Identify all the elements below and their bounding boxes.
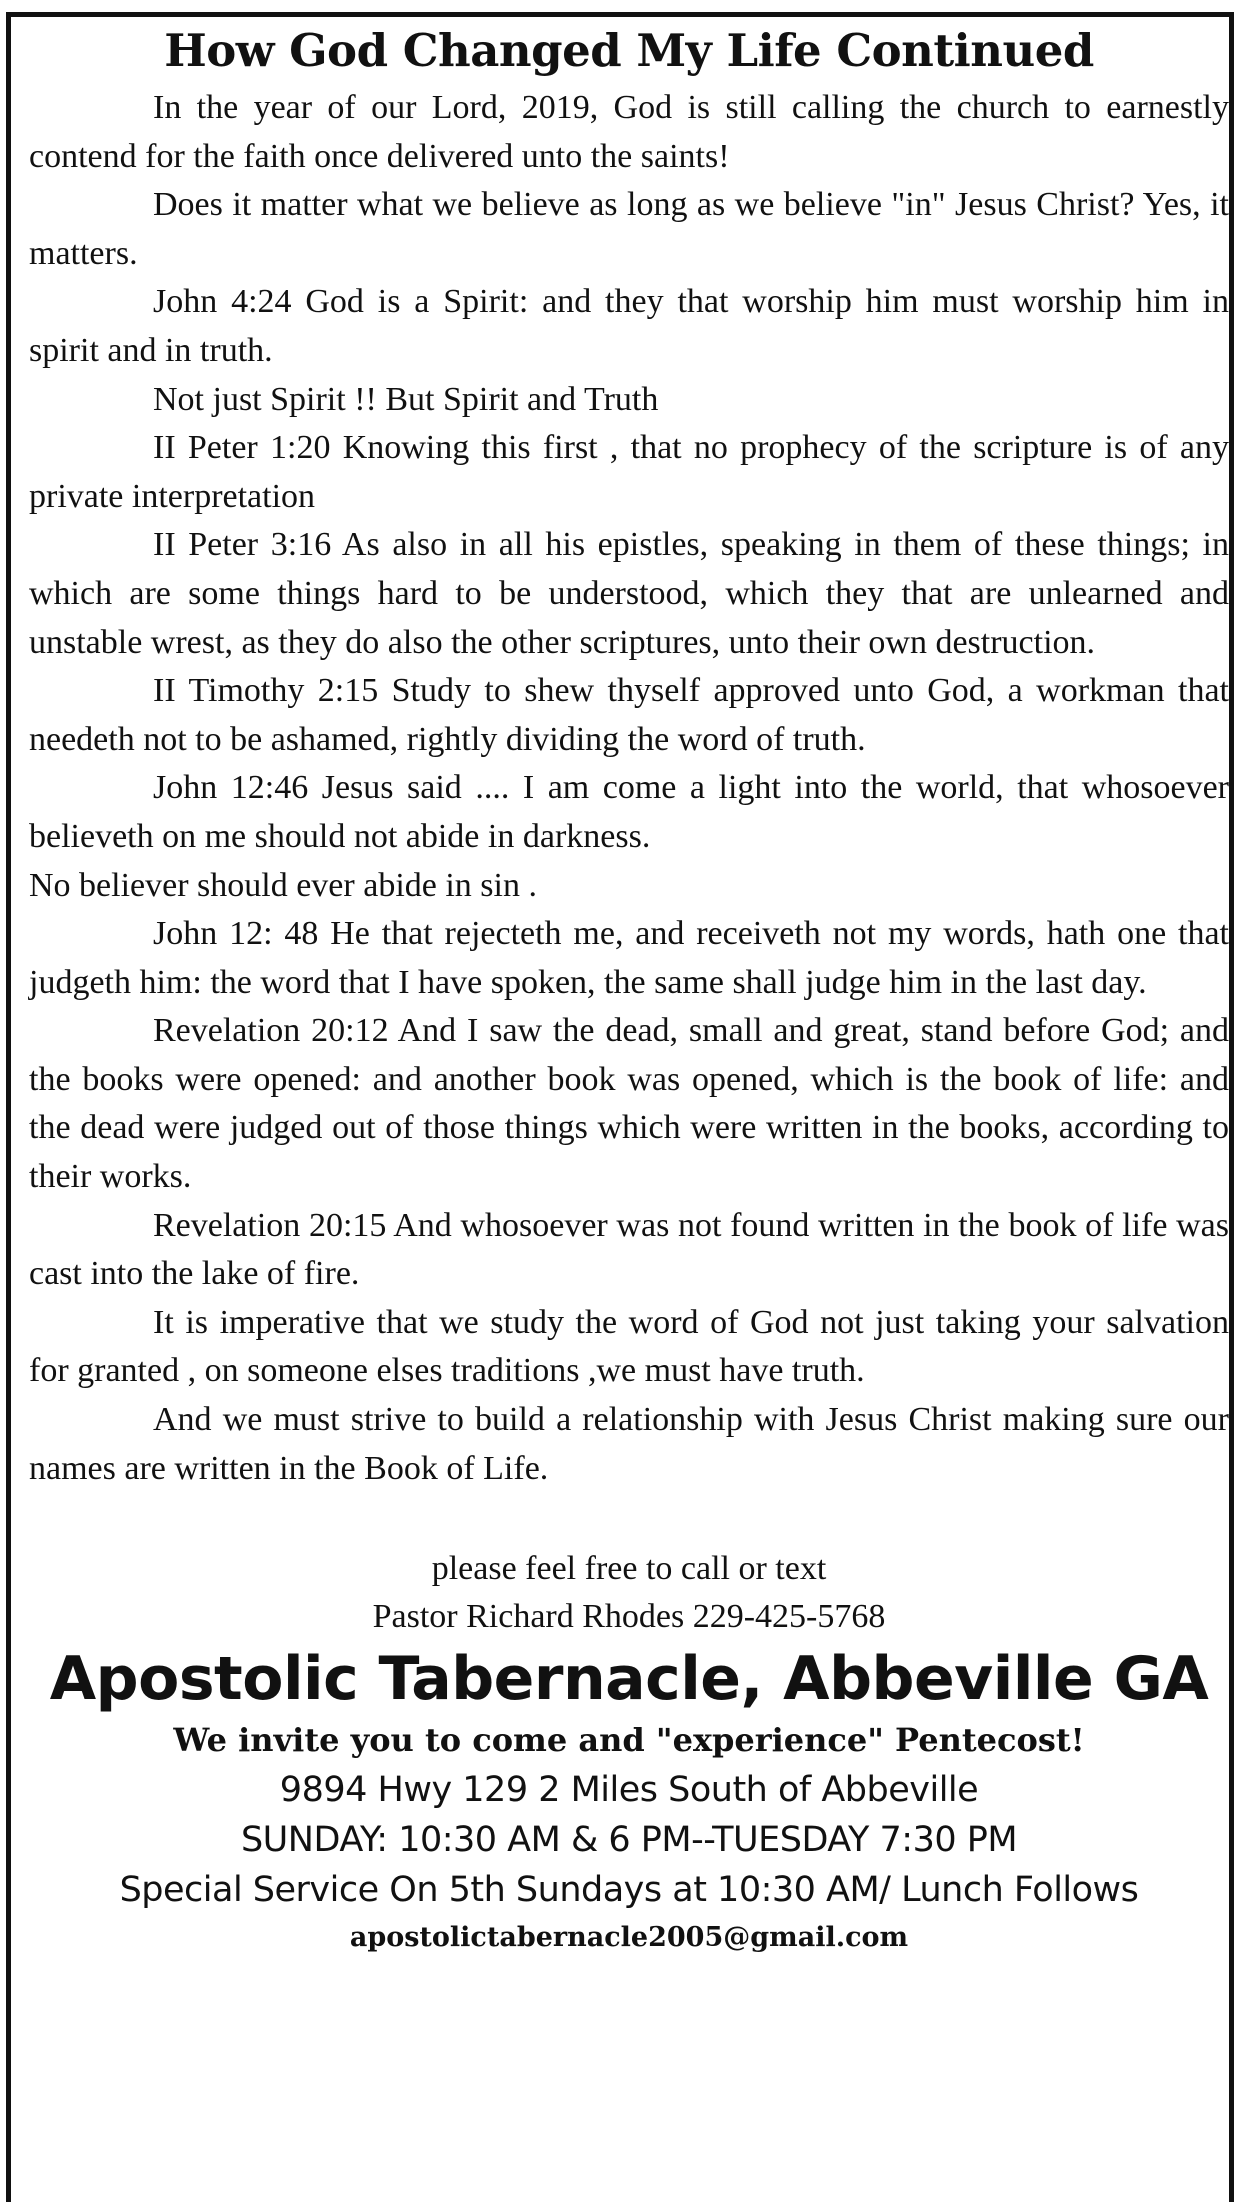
- paragraph: Not just Spirit !! But Spirit and Truth: [153, 380, 659, 418]
- church-name: Apostolic Tabernacle, Abbeville GA: [49, 1644, 1209, 1715]
- flyer-content: [29, 24, 1229, 1961]
- paragraph: It is imperative that we study the word of God not just taking your salvation for granted , on someone elses traditions ,we must have truth.: [29, 1303, 1229, 1390]
- paragraph: And we must strive to build a relationship with Jesus Christ making sure our names are written in the Book of Life.: [29, 1401, 1229, 1487]
- paragraph: No believer should ever abide in sin .: [29, 866, 537, 904]
- call-line: please feel free to call or text: [431, 1550, 827, 1588]
- service-schedule: SUNDAY: 10:30 AM & 6 PM--TUESDAY 7:30 PM: [240, 1820, 1018, 1861]
- paragraph: John 12: 48 He that rejecteth me, and receiveth not my words, hath one that judgeth him: the word that I have spoken, the same shall judge him in the last day.: [29, 915, 1229, 1001]
- paragraph: John 12:46 Jesus said .... I am come a light into the world, that whosoever believeth on me should not abide in darkness.: [29, 769, 1229, 855]
- address: 9894 Hwy 129 2 Miles South of Abbeville: [279, 1770, 979, 1811]
- page-title: How God Changed My Life Continued: [164, 24, 1094, 77]
- paragraph: II Peter 3:16 As also in all his epistles, speaking in them of these things; in which are some things hard to be understood, which they that are unlearned and unstable wrest, as they do also the other scriptures, unto their own destruction.: [29, 526, 1229, 661]
- article-body: [29, 84, 1229, 1493]
- paragraph: John 4:24 God is a Spirit: and they that worship him must worship him in spirit and in truth.: [29, 283, 1229, 369]
- paragraph: II Timothy 2:15 Study to shew thyself approved unto God, a workman that needeth not to be ashamed, rightly dividing the word of truth.: [29, 672, 1229, 758]
- paragraph: In the year of our Lord, 2019, God is still calling the church to earnestly contend for the faith once delivered unto the saints!: [29, 89, 1229, 175]
- paragraph: Revelation 20:12 And I saw the dead, small and great, stand before God; and the books were opened: and another book was opened, which is the book of life: and the dead were judged out of those things which were written in the books, according to their works.: [29, 1012, 1229, 1196]
- special-service: Special Service On 5th Sundays at 10:30 AM/ Lunch Follows: [119, 1870, 1139, 1911]
- church-footer: [29, 1545, 1229, 1961]
- email-address: apostolictabernacle2005@gmail.com: [349, 1922, 909, 1954]
- pastor-contact: Pastor Richard Rhodes 229-425-5768: [372, 1598, 886, 1636]
- paragraph: Does it matter what we believe as long as we believe "in" Jesus Christ? Yes, it matters.: [29, 186, 1229, 272]
- tagline: We invite you to come and "experience" Pentecost!: [173, 1721, 1085, 1760]
- paragraph: Revelation 20:15 And whosoever was not found written in the book of life was cast into the lake of fire.: [29, 1206, 1229, 1293]
- paragraph: II Peter 1:20 Knowing this first , that no prophecy of the scripture is of any private interpretation: [29, 429, 1229, 515]
